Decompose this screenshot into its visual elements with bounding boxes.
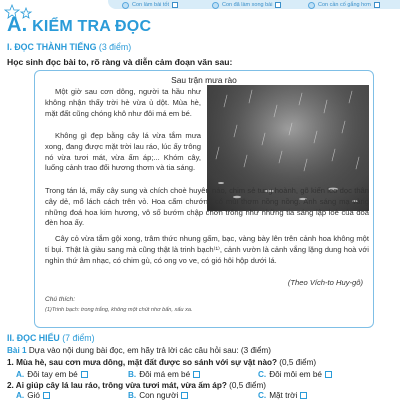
question-2-option-b[interactable] xyxy=(128,391,188,400)
part2-heading xyxy=(7,333,95,343)
option-text: Đôi môi em bé xyxy=(269,370,322,379)
checkbox-icon[interactable] xyxy=(275,2,281,8)
question-text: 1. Mùa hè, sau cơn mưa dông, mặt đất được so sánh với sự vật nào? xyxy=(7,358,278,367)
section-title-text: KIỂM TRA ĐỌC xyxy=(32,18,152,35)
section-letter: A. xyxy=(7,14,28,36)
question-2 xyxy=(7,381,266,390)
reading-paragraph-3: Trong tán lá, mấy cây sung và chích choè huyên náo, chim sẻ tung hoành, gõ kiến leo dọc thân cây dẻ, mổ lách cách trên vỏ. Hoa cẩm chướng có mùi thơm nồng nồng. Ánh sáng mạ vàng những đoá hoa kim hương, vô số bướm chập chờn trông như những tia sáng lập loè của đoá đèn hoa ấy. xyxy=(45,186,369,228)
reading-author: (Theo Vích-to Huy-gô) xyxy=(287,278,363,287)
footnote-heading: Chú thích: xyxy=(45,296,76,303)
section-title xyxy=(7,14,151,37)
smile-face-icon xyxy=(308,2,315,9)
question-2-option-c[interactable] xyxy=(258,391,307,400)
assessment-chip-good[interactable] xyxy=(122,0,178,10)
option-letter: C. xyxy=(258,370,267,379)
footnote-text: (1)Trinh bạch: trong trắng, không một chút nhơ bẩn, xấu xa. xyxy=(45,307,193,313)
part1-instruction: Học sinh đọc bài to, rõ ràng và diễn cảm đoạn văn sau: xyxy=(7,57,233,67)
option-letter: A. xyxy=(16,370,25,379)
assessment-chip-label: Con đã làm xong bài xyxy=(222,2,273,8)
question-1 xyxy=(7,358,316,367)
part1-heading-text: I. ĐỌC THÀNH TIẾNG xyxy=(7,42,97,52)
question-1-option-b[interactable] xyxy=(128,370,200,379)
smile-face-icon xyxy=(212,2,219,9)
reading-title: Sau trận mưa rào xyxy=(171,75,237,85)
reading-paragraph-4: Cây cỏ vừa tắm gội xong, trâm thức nhung gấm, bạc, vàng bày lên trên cảnh hoa không một tí bụi. Thật là giàu sang mà cũng thật là trinh bạch⁽¹⁾, cảnh vườn là cảnh vắng lặng dung hoà với nghìn thứ âm nhạc, có chim gù, có ong vo ve, có gió hôi hộp dưới lá. xyxy=(45,234,369,265)
option-text: Đôi tay em bé xyxy=(27,370,78,379)
bai1-instruction xyxy=(7,346,271,355)
option-letter: B. xyxy=(128,370,137,379)
question-points: (0,5 điểm) xyxy=(279,358,317,367)
part2-heading-text: II. ĐỌC HIỂU xyxy=(7,333,60,343)
bai1-points: (3 điểm) xyxy=(240,346,271,355)
assessment-chip-done[interactable] xyxy=(212,0,281,10)
option-letter: A. xyxy=(16,391,25,400)
part1-points: (3 điểm) xyxy=(98,42,132,52)
option-text: Đôi má em bé xyxy=(139,370,191,379)
assessment-chip-label: Con làm bài tốt xyxy=(132,2,169,8)
question-2-option-a[interactable] xyxy=(16,391,50,400)
option-text: Mặt trời xyxy=(269,391,298,400)
option-letter: B. xyxy=(128,391,137,400)
question-points: (0,5 điểm) xyxy=(229,381,266,390)
bai1-label: Bài 1 xyxy=(7,346,27,355)
answer-checkbox[interactable] xyxy=(43,392,50,399)
assessment-chip-label: Con cần cố gắng hơn xyxy=(318,2,371,8)
bai1-text: Dựa vào nội dung bài đọc, em hãy trả lời các câu hỏi sau: xyxy=(28,346,239,355)
answer-checkbox[interactable] xyxy=(193,371,200,378)
option-text: Gió xyxy=(27,391,40,400)
reading-paragraph-1: Một giờ sau cơn dông, người ta hầu như không nhận thấy trời hè vừa ủ dột. Mùa hè, mặt đất cũng chóng khô như đôi má em bé. xyxy=(45,87,201,118)
reading-passage-box xyxy=(34,70,374,328)
option-letter: C. xyxy=(258,391,267,400)
reading-paragraph-2: Không gì đẹp bằng cây lá vừa tắm mưa xong, đang được mặt trời lau ráo, lúc ấy trông nó vừa tươi mát, vừa ấm áp;... Khóm cây, luống cảnh trao đổi hương thơm và tia sáng. xyxy=(45,131,201,173)
question-text: 2. Ai giúp cây lá lau ráo, trông vừa tươi mát, vừa ấm áp? xyxy=(7,381,227,390)
assessment-chip-try-harder[interactable] xyxy=(308,0,380,10)
smile-face-icon xyxy=(122,2,129,9)
option-text: Con người xyxy=(139,391,179,400)
answer-checkbox[interactable] xyxy=(81,371,88,378)
answer-checkbox[interactable] xyxy=(325,371,332,378)
answer-checkbox[interactable] xyxy=(300,392,307,399)
checkbox-icon[interactable] xyxy=(374,2,380,8)
checkbox-icon[interactable] xyxy=(172,2,178,8)
part1-heading xyxy=(7,42,131,52)
part2-points: (7 điểm) xyxy=(62,333,95,343)
question-1-option-c[interactable] xyxy=(258,370,332,379)
answer-checkbox[interactable] xyxy=(181,392,188,399)
question-1-option-a[interactable] xyxy=(16,370,88,379)
